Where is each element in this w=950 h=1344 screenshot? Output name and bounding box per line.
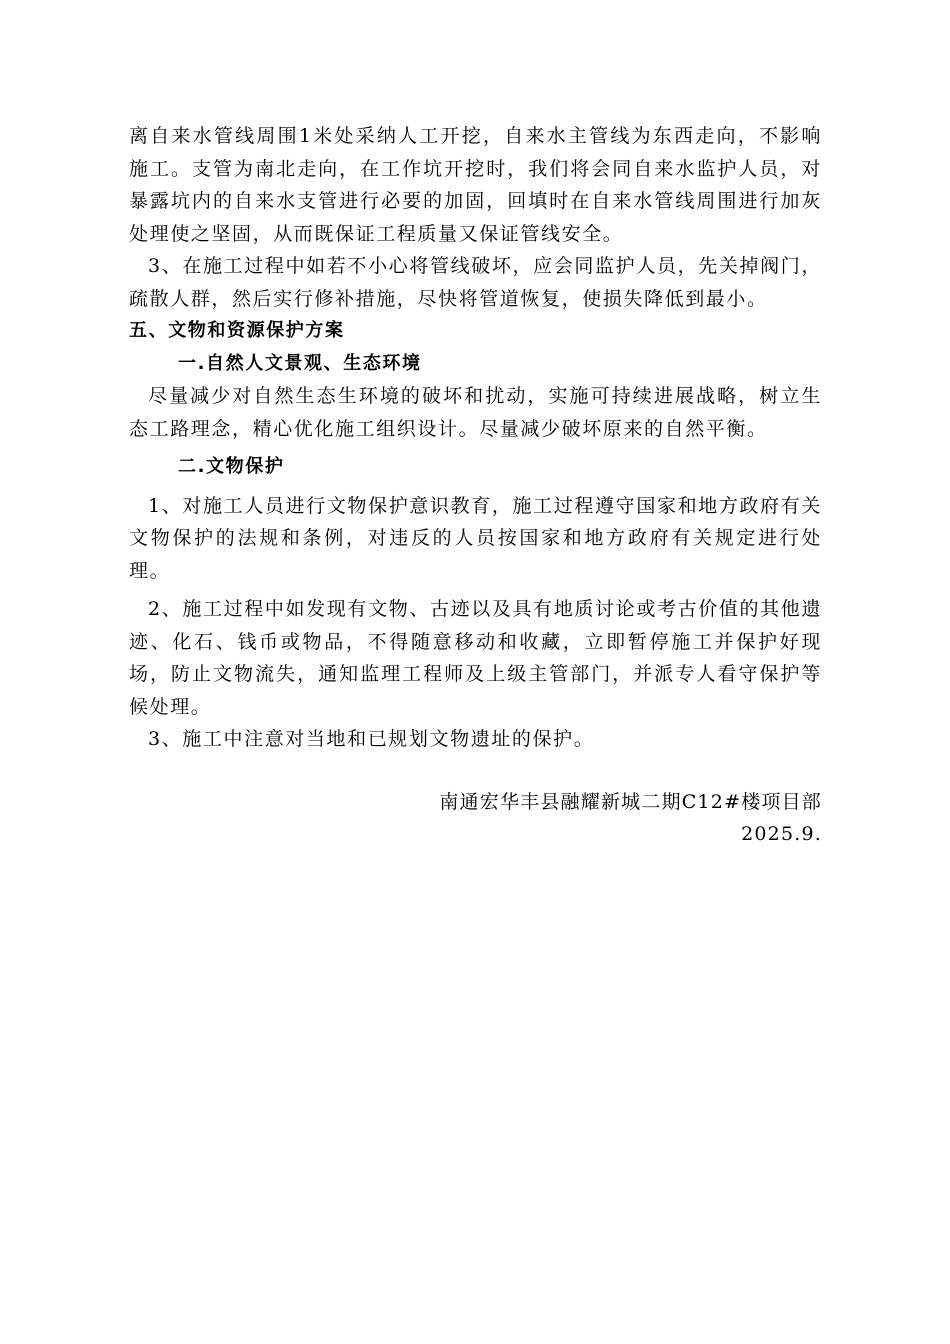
subsection-heading-landscape: 一.自然人文景观、生态环境 (178, 352, 422, 374)
subsection-heading-relics: 二.文物保护 (178, 456, 285, 477)
list-item-relic-site: 3、施工中注意对当地和已规划文物遗址的保护。 (148, 728, 595, 750)
paragraph-water-pipeline: 离自来水管线周围1米处采纳人工开挖，自来水主管线为东西走向，不影响施工。支管为南北走向，在工作坑开挖时，我们将会同自来水监护人员，对暴露坑内的自来水支管进行必要的加固，回填时在自来水管线周围进行加灰处理使之坚固，从而既保证工程质量又保证管线安全。 (129, 125, 822, 245)
signature-organization: 南通宏华丰县融耀新城二期C12#楼项目部 (439, 790, 822, 813)
signature-date: 2025.9. (741, 823, 822, 845)
spacer (129, 756, 822, 786)
document-body (129, 120, 822, 851)
list-item-relic-discovery: 2、施工过程中如发现有文物、古迹以及具有地质讨论或考古价值的其他遗迹、化石、钱币或物品，不得随意移动和收藏，立即暂停施工并保护好现场，防止文物流失，通知监理工程师及上级主管部门，并派专人看守保护等候处理。 (129, 598, 822, 718)
section-heading-cultural-protection: 五、文物和资源保护方案 (129, 320, 345, 341)
list-item-relic-education: 1、对施工人员进行文物保护意识教育，施工过程遵守国家和地方政府有关文物保护的法规和条例，对违反的人员按国家和地方政府有关规定进行处理。 (129, 494, 822, 582)
paragraph-pipeline-damage: 3、在施工过程中如若不小心将管线破坏，应会同监护人员，先关掉阀门，疏散人群，然后实行修补措施，尽快将管道恢复，使损失降低到最小。 (129, 255, 822, 310)
paragraph-ecology: 尽量减少对自然生态生环境的破坏和扰动，实施可持续进展战略，树立生态工路理念，精心优化施工组织设计。尽量减少破坏原来的自然平衡。 (129, 385, 822, 440)
